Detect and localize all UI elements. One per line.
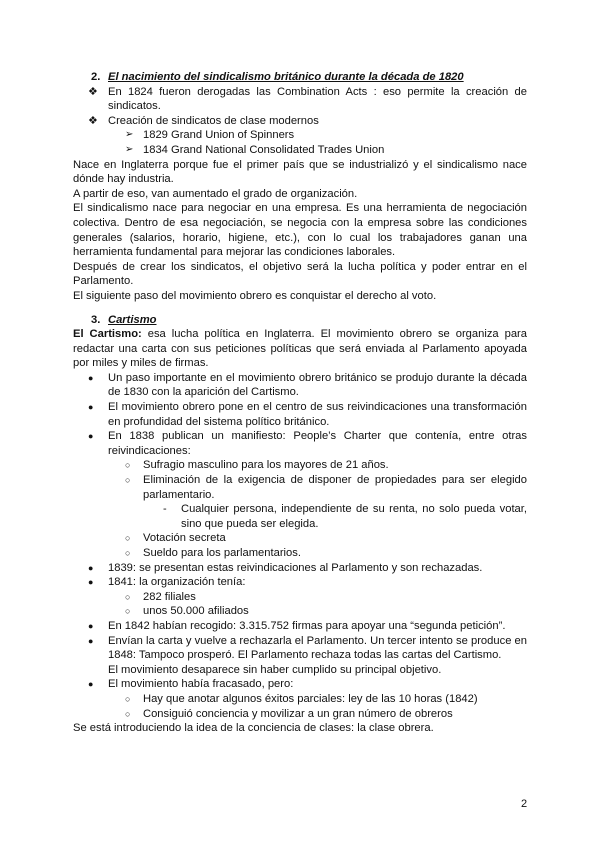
- bullet-icon: ●: [88, 402, 94, 413]
- bullet-icon: ●: [88, 431, 94, 442]
- list-item: ● En 1842 habían recogido: 3.315.752 firmas para apoyar una “segunda petición”.: [88, 619, 506, 632]
- list-item: ● 1839: se presentan estas reivindicaciones al Parlamento y son rechazadas.: [88, 561, 483, 574]
- list-item: ○ Sueldo para los parlamentarios.: [125, 547, 301, 559]
- bullet-icon: ●: [88, 372, 94, 383]
- list-item: ● Envían la carta y vuelve a rechazarla el Parlamento. Un tercer intento se produce en 1848: Tampoco prosperó. El Parlamento rechaza todas las cartas del Cartismo.: [88, 634, 527, 662]
- list-item-continuation: El movimiento desaparece sin haber cumplido su principal objetivo.: [108, 663, 442, 676]
- list-item: ○ Sufragio masculino para los mayores de 21 años.: [125, 459, 389, 472]
- list-item: ● El movimiento había fracasado, pero:: [88, 678, 294, 691]
- list-item: ○ Eliminación de la exigencia de disponer de propiedades para ser elegido parlamentario.: [125, 474, 527, 501]
- diamond-bullet-icon: ❖: [88, 85, 98, 98]
- circle-bullet-icon: ○: [125, 460, 131, 471]
- bullet-icon: ●: [88, 679, 94, 690]
- circle-bullet-icon: ○: [125, 591, 131, 602]
- section-number: 3.: [91, 313, 101, 326]
- paragraph: El siguiente paso del movimiento obrero es conquistar el derecho al voto.: [73, 289, 437, 302]
- circle-bullet-icon: ○: [125, 475, 131, 486]
- list-item: ➢ 1829 Grand Union of Spinners: [125, 129, 295, 142]
- paragraph: Después de crear los sindicatos, el objetivo será la lucha política y poder entrar en el Parlamento.: [73, 260, 527, 288]
- bullet-icon: ●: [88, 577, 94, 588]
- section-3-list: [73, 371, 527, 721]
- bullet-icon: ●: [88, 635, 94, 646]
- list-item: ❖ Creación de sindicatos de clase modernos: [88, 114, 319, 127]
- section-number: 2.: [91, 71, 101, 83]
- circle-bullet-icon: ○: [125, 533, 131, 544]
- list-item: ○ Consiguió conciencia y movilizar a un gran número de obreros: [125, 707, 453, 720]
- bullet-icon: ●: [88, 620, 94, 631]
- circle-bullet-icon: ○: [125, 708, 131, 719]
- list-item: ● Un paso importante en el movimiento obrero británico se produjo durante la década de 1830 con la aparición del Cartismo.: [88, 371, 527, 399]
- circle-bullet-icon: ○: [125, 548, 131, 558]
- paragraph: A partir de eso, van aumentado el grado de organización.: [73, 187, 358, 200]
- section-title: El nacimiento del sindicalismo británico durante la década de 1820: [108, 71, 464, 83]
- arrow-bullet-icon: ➢: [125, 129, 134, 141]
- list-item: ➢ 1834 Grand National Consolidated Trades Union: [125, 143, 385, 156]
- list-item: ○ 282 filiales: [125, 590, 196, 603]
- bullet-icon: ●: [88, 562, 94, 573]
- arrow-bullet-icon: ➢: [125, 143, 134, 155]
- intro-term: El Cartismo:: [73, 328, 142, 341]
- section-2-list: [73, 85, 527, 158]
- list-item: ● En 1838 publican un manifiesto: People’s Charter que contenía, entre otras reivindicaciones:: [88, 430, 527, 457]
- paragraph: El sindicalismo nace para negociar en una empresa. Es una herramienta de negociación colectiva. Dentro de esa negociación, se negocia con la empresa sobre las condiciones generales (salarios, horario, higiene, etc.), con lo cual los trabajadores ganan una herramienta fundamental para mejorar las condiciones laborales.: [73, 202, 527, 259]
- intro-paragraph: El Cartismo: esa lucha política en Inglaterra. El movimiento obrero se organiza para redactar una carta con sus peticiones políticas que será enviada al Parlamento apoyada por miles y miles de firmas.: [73, 328, 528, 370]
- list-item: - Cualquier persona, independiente de su renta, no solo pueda votar, sino que pueda ser elegida.: [163, 503, 527, 530]
- list-item: ○ unos 50.000 afiliados: [125, 605, 249, 618]
- section-2-heading: [91, 70, 527, 85]
- circle-bullet-icon: ○: [125, 693, 131, 704]
- list-item: ○ Votación secreta: [125, 532, 226, 545]
- list-item: ○ Hay que anotar algunos éxitos parciales: ley de las 10 horas (1842): [125, 692, 478, 705]
- circle-bullet-icon: ○: [125, 606, 131, 617]
- closing-paragraph: Se está introduciendo la idea de la conciencia de clases: la clase obrera.: [73, 722, 434, 735]
- page-number: 2: [521, 798, 528, 810]
- paragraph: Nace en Inglaterra porque fue el primer país que se industrializó y el sindicalismo nace dónde hay industria.: [73, 158, 527, 186]
- list-item: ❖ En 1824 fueron derogadas las Combination Acts : eso permite la creación de sindicatos.: [88, 85, 527, 113]
- list-item: ● 1841: la organización tenía:: [88, 576, 246, 589]
- list-item: ● El movimiento obrero pone en el centro de sus reivindicaciones una transformación en profundidad del sistema político británico.: [88, 401, 527, 428]
- dash-bullet-icon: -: [163, 503, 167, 516]
- section-3-heading: [91, 313, 527, 328]
- diamond-bullet-icon: ❖: [88, 114, 98, 127]
- section-title: Cartismo: [108, 313, 157, 326]
- document-body: [73, 70, 527, 736]
